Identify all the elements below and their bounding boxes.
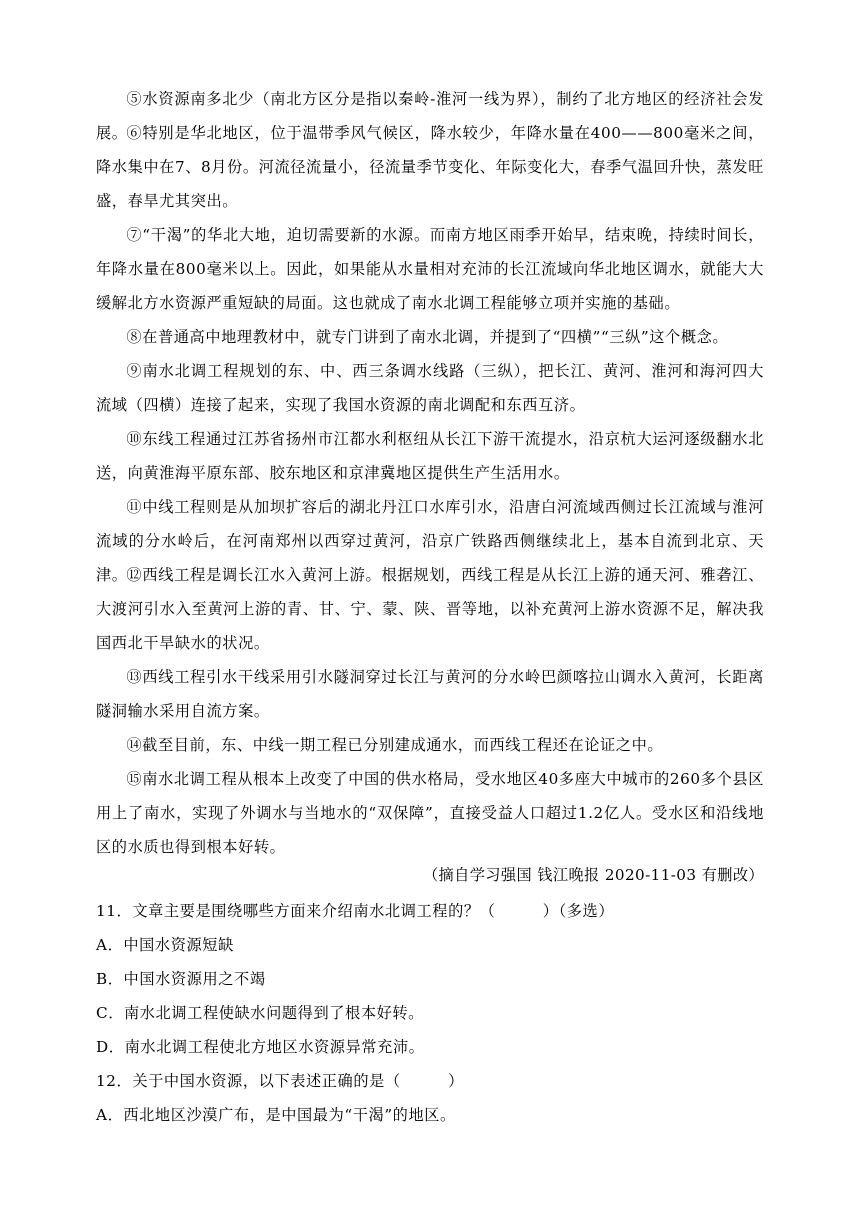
question-12-option-a: A．西北地区沙漠广布，是中国最为“干渴”的地区。 [96,1106,456,1124]
paragraph-10: ⑩东线工程通过江苏省扬州市江都水利枢纽从长江下游干流提水，沿京杭大运河逐级翻水北送，向黄淮海平原东部、胶东地区和京津冀地区提供生产生活用水。 [96,430,764,482]
paragraph-8: ⑧在普通高中地理教材中，就专门讲到了南水北调，并提到了“四横”“三纵”这个概念。 [126,328,729,346]
question-11-option-c: C．南水北调工程使缺水问题得到了根本好转。 [96,1004,424,1022]
question-11-option-a: A．中国水资源短缺 [96,936,234,954]
question-11-option-b: B．中国水资源用之不竭 [96,970,266,988]
paragraph-6: ⑥特别是华北地区，位于温带季风气候区，降水较少，年降水量在400——800毫米之间，降水集中在7、8月份。河流径流量小，径流量季节变化、年际变化大，春季气温回升快，蒸发旺盛，春旱尤其突出。 [96,124,764,210]
question-12-stem: 12．关于中国水资源，以下表述正确的是（ ） [96,1072,464,1090]
paragraph-7: ⑦“干渴”的华北大地，迫切需要新的水源。而南方地区雨季开始早，结束晚，持续时间长，年降水量在800毫米以上。因此，如果能从水量相对充沛的长江流域向华北地区调水，就能大大缓解北方水资源严重短缺的局面。这也就成了南水北调工程能够立项并实施的基础。 [96,226,764,312]
article-source: （摘自学习强国 钱江晚报 2020-11-03 有删改） [422,866,764,884]
paragraph-5: ⑤水资源南多北少（南北方区分是指以秦岭-淮河一线为界），制约了北方地区的经济社会发展。 [96,90,764,142]
paragraph-9: ⑨南水北调工程规划的东、中、西三条调水线路（三纵），把长江、黄河、淮河和海河四大流域（四横）连接了起来，实现了我国水资源的南北调配和东西互济。 [96,362,764,414]
question-11-option-d: D．南水北调工程使北方地区水资源异常充沛。 [96,1038,425,1056]
question-11-stem: 11．文章主要是围绕哪些方面来介绍南水北调工程的？（ ）（多选） [96,902,615,920]
paragraph-12: ⑫西线工程是调长江水入黄河上游。根据规划，西线工程是从长江上游的通天河、雅砻江、大渡河引水入至黄河上游的青、甘、宁、蒙、陕、晋等地，以补充黄河上游水资源不足，解决我国西北干旱缺水的状况。 [96,566,764,652]
paragraph-15: ⑮南水北调工程从根本上改变了中国的供水格局，受水地区40多座大中城市的260多个县区用上了南水，实现了外调水与当地水的“双保障”，直接受益人口超过1.2亿人。受水区和沿线地区的水质也得到根本好转。 [96,770,764,856]
paragraph-11: ⑪中线工程则是从加坝扩容后的湖北丹江口水库引水，沿唐白河流域西侧过长江流域与淮河流域的分水岭后，在河南郑州以西穿过黄河，沿京广铁路西侧继续北上，基本自流到北京、天津。 [96,498,764,584]
paragraph-14: ⑭截至目前，东、中线一期工程已分别建成通水，而西线工程还在论证之中。 [126,736,664,754]
paragraph-13: ⑬西线工程引水干线采用引水隧洞穿过长江与黄河的分水岭巴颜喀拉山调水入黄河，长距离隧洞输水采用自流方案。 [96,668,764,720]
